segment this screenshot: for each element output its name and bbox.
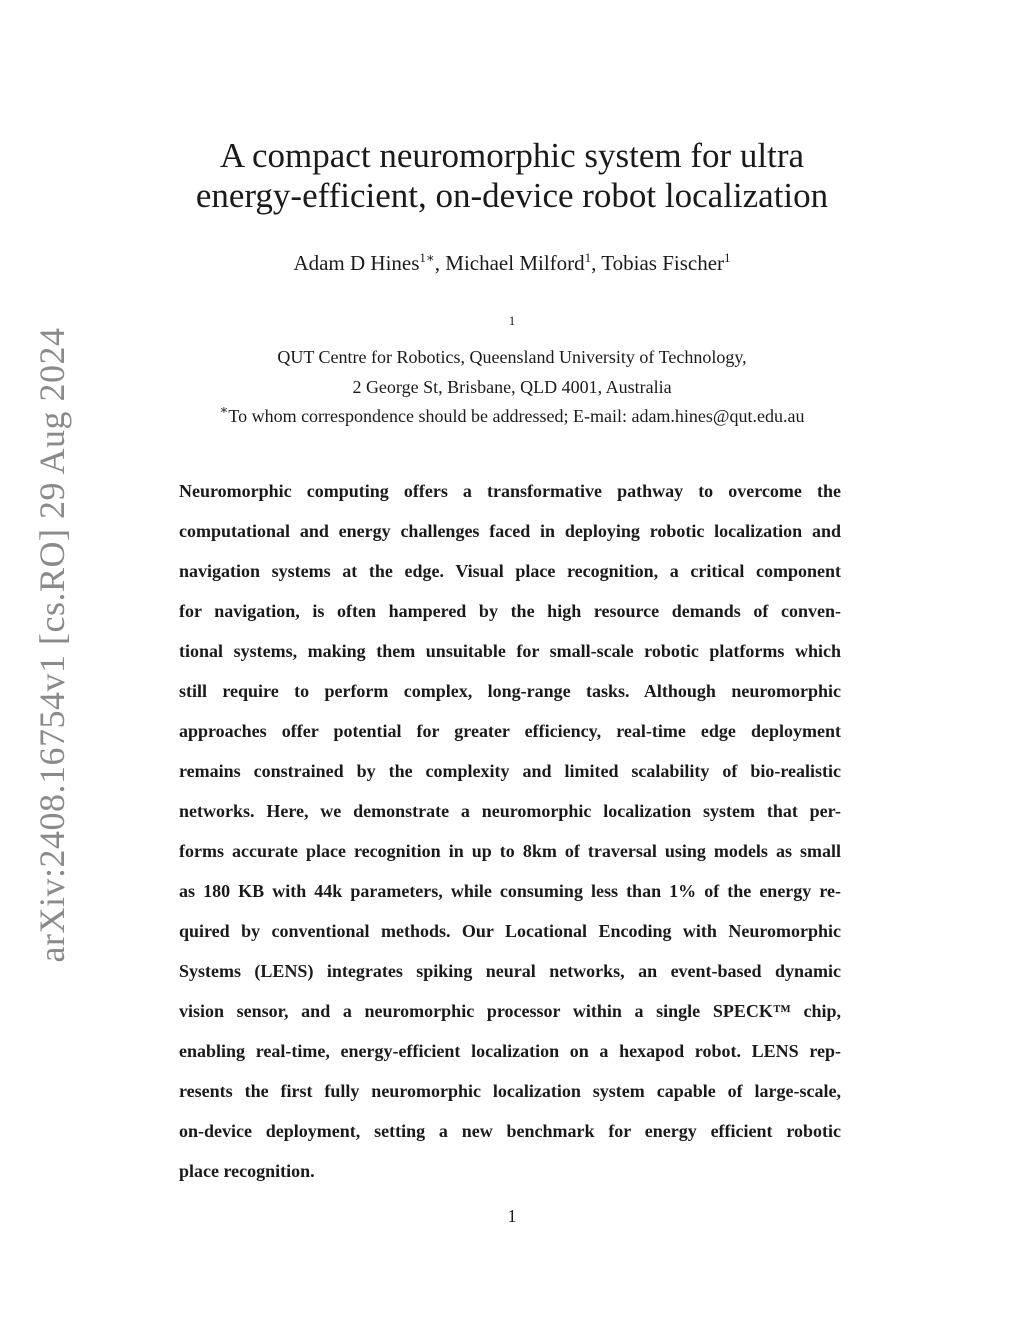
affiliation-line <box>0 306 1024 372</box>
abstract-line: enabling real-time, energy-efficient localization on a hexapod robot. LENS rep- <box>179 1041 841 1061</box>
author-list <box>0 244 1024 277</box>
abstract-line: Systems (LENS) integrates spiking neural networks, an event-based dynamic <box>179 961 841 981</box>
abstract-line: tional systems, making them unsuitable for small-scale robotic platforms which <box>179 641 841 661</box>
abstract-line: resents the first fully neuromorphic localization system capable of large-scale, <box>179 1081 841 1101</box>
correspondence-text: To whom correspondence should be addressed; E-mail: adam.hines@qut.edu.au <box>228 406 805 426</box>
author-superscript: 1 <box>724 250 731 265</box>
affiliation <box>0 306 1024 402</box>
abstract-line: on-device deployment, setting a new benchmark for energy efficient robotic <box>179 1121 841 1141</box>
author-separator: , <box>434 251 446 275</box>
abstract-line: Neuromorphic computing offers a transformative pathway to overcome the <box>179 481 841 501</box>
abstract-line: as 180 KB with 44k parameters, while consuming less than 1% of the energy re- <box>179 881 841 901</box>
abstract <box>179 471 841 1191</box>
arxiv-identifier: arXiv:2408.16754v1 [cs.RO] 29 Aug 2024 <box>32 327 72 963</box>
abstract-line: computational and energy challenges faced in deploying robotic localization and <box>179 521 841 541</box>
affiliation-superscript: 1 <box>508 313 516 328</box>
page-number: 1 <box>507 1206 517 1226</box>
title-line: A compact neuromorphic system for ultra <box>219 136 805 175</box>
affiliation-line: 2 George St, Brisbane, QLD 4001, Australia <box>352 377 672 397</box>
abstract-line: for navigation, is often hampered by the high resource demands of conven- <box>179 601 841 621</box>
author-name: Adam D Hines <box>293 251 420 275</box>
author-superscript: 1∗ <box>419 250 435 265</box>
abstract-line: quired by conventional methods. Our Locational Encoding with Neuromorphic <box>179 921 841 941</box>
author-name: Tobias Fischer <box>601 251 725 275</box>
correspondence-superscript: ∗ <box>219 402 229 417</box>
abstract-line: approaches offer potential for greater efficiency, real-time edge deployment <box>179 721 841 741</box>
abstract-line: vision sensor, and a neuromorphic processor within a single SPECK™ chip, <box>179 1001 841 1021</box>
author-superscript: 1 <box>584 250 592 265</box>
abstract-line: place recognition. <box>179 1161 315 1181</box>
abstract-line: navigation systems at the edge. Visual place recognition, a critical component <box>179 561 841 581</box>
author-name: Michael Milford <box>445 251 585 275</box>
abstract-line: remains constrained by the complexity and limited scalability of bio-realistic <box>179 761 841 781</box>
paper-title <box>0 136 1024 216</box>
abstract-line: still require to perform complex, long-range tasks. Although neuromorphic <box>179 681 841 701</box>
affiliation-text: QUT Centre for Robotics, Queensland University of Technology, <box>277 347 747 367</box>
abstract-line: networks. Here, we demonstrate a neuromorphic localization system that per- <box>179 801 841 821</box>
title-line: energy-efficient, on-device robot localization <box>195 176 829 215</box>
correspondence-note <box>0 396 1024 430</box>
author-separator: , <box>591 251 602 275</box>
abstract-line: forms accurate place recognition in up to 8km of traversal using models as small <box>179 841 841 861</box>
